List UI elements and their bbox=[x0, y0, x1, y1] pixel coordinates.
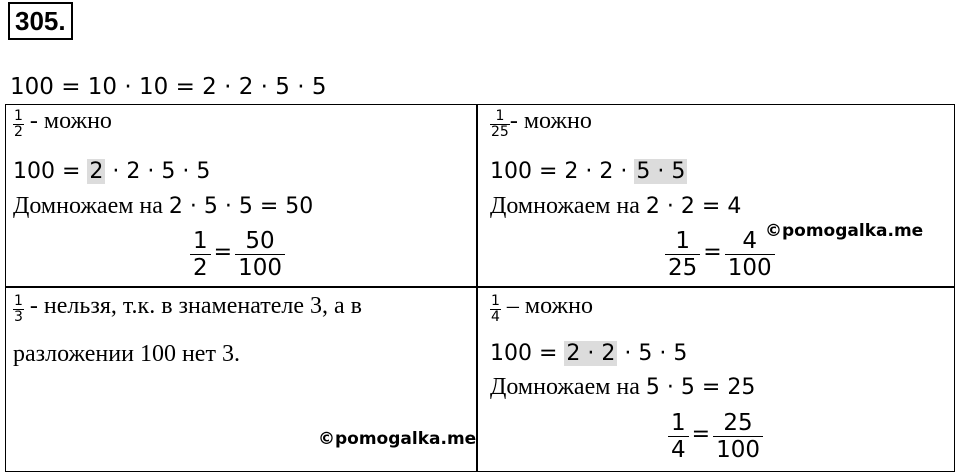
fraction-denominator: 4 bbox=[491, 308, 500, 325]
factor-prefix: 100 = 2 · 2 · bbox=[490, 159, 635, 184]
result-left-denominator: 25 bbox=[668, 255, 698, 282]
multiply-row bbox=[490, 374, 755, 401]
result-right-fraction bbox=[235, 228, 285, 282]
fraction-verdict-row bbox=[13, 108, 112, 140]
result-right-denominator: 100 bbox=[727, 255, 772, 282]
small-fraction bbox=[13, 294, 24, 324]
fraction-denominator: 3 bbox=[14, 308, 23, 325]
problem-number: 305. bbox=[8, 2, 73, 40]
factor-prefix: 100 = bbox=[13, 159, 88, 184]
result-right-numerator: 25 bbox=[723, 410, 753, 436]
factor-highlight: 2 bbox=[89, 159, 104, 184]
factor-suffix: · 5 · 5 bbox=[617, 341, 688, 366]
table-divider-horizontal bbox=[5, 286, 955, 288]
third-line-1 bbox=[13, 293, 362, 325]
equals-sign: = bbox=[691, 421, 711, 447]
result-right-fraction bbox=[713, 410, 763, 464]
multiply-expression: 2 · 5 · 5 = 50 bbox=[168, 194, 314, 219]
factorization-row bbox=[13, 159, 210, 184]
multiply-expression: 2 · 2 = 4 bbox=[645, 194, 742, 219]
factor-highlight: 5 · 5 bbox=[636, 159, 686, 184]
result-equation bbox=[665, 228, 775, 282]
multiply-expression: 5 · 5 = 25 bbox=[645, 375, 756, 400]
multiply-row bbox=[13, 193, 313, 220]
verdict-text: – можно bbox=[500, 293, 593, 319]
factor-highlight: 2 · 2 bbox=[566, 341, 616, 366]
result-equation bbox=[668, 410, 763, 464]
equals-sign: = bbox=[703, 239, 722, 265]
result-left-denominator: 2 bbox=[193, 255, 208, 282]
fraction-verdict-row bbox=[490, 293, 593, 325]
result-left-fraction bbox=[668, 410, 689, 464]
result-left-fraction bbox=[190, 228, 211, 282]
fraction-numerator: 1 bbox=[14, 108, 23, 125]
explanation-line-2: разложении 100 нет 3. bbox=[13, 341, 240, 367]
equals-sign: = bbox=[213, 239, 233, 265]
result-right-numerator: 50 bbox=[245, 228, 275, 254]
multiply-label: Домножаем на bbox=[13, 193, 169, 219]
watermark-bottom: ©pomogalka.me bbox=[318, 429, 477, 449]
result-left-denominator: 4 bbox=[671, 437, 686, 464]
result-equation bbox=[190, 228, 285, 282]
fraction-numerator: 1 bbox=[495, 108, 505, 125]
result-left-numerator: 1 bbox=[671, 410, 686, 436]
multiply-row bbox=[490, 193, 741, 220]
result-left-numerator: 1 bbox=[193, 228, 208, 254]
verdict-text: - можно bbox=[23, 108, 112, 134]
small-fraction bbox=[490, 109, 510, 139]
factor-suffix: · 2 · 5 · 5 bbox=[105, 159, 211, 184]
fraction-denominator: 25 bbox=[491, 123, 509, 140]
top-equation: 100 = 10 · 10 = 2 · 2 · 5 · 5 bbox=[10, 74, 327, 100]
factorization-row bbox=[490, 159, 687, 184]
result-right-denominator: 100 bbox=[238, 255, 282, 282]
fraction-numerator: 1 bbox=[14, 293, 23, 310]
fraction-denominator: 2 bbox=[14, 123, 23, 140]
table-divider-vertical bbox=[476, 104, 478, 472]
explanation-line-1: - нельзя, т.к. в знаменателе 3, а в bbox=[23, 293, 362, 319]
small-fraction bbox=[490, 294, 501, 324]
multiply-label: Домножаем на bbox=[490, 374, 646, 400]
watermark-top: ©pomogalka.me bbox=[765, 221, 924, 241]
verdict-text: - можно bbox=[509, 108, 592, 134]
factorization-row bbox=[490, 341, 687, 366]
result-left-fraction bbox=[665, 228, 700, 282]
factor-prefix: 100 = bbox=[490, 341, 565, 366]
result-right-denominator: 100 bbox=[716, 437, 760, 464]
small-fraction bbox=[13, 109, 24, 139]
multiply-label: Домножаем на bbox=[490, 193, 646, 219]
fraction-numerator: 1 bbox=[491, 293, 500, 310]
fraction-verdict-row bbox=[490, 108, 592, 140]
result-right-numerator: 4 bbox=[742, 228, 757, 254]
result-left-numerator: 1 bbox=[675, 228, 690, 254]
